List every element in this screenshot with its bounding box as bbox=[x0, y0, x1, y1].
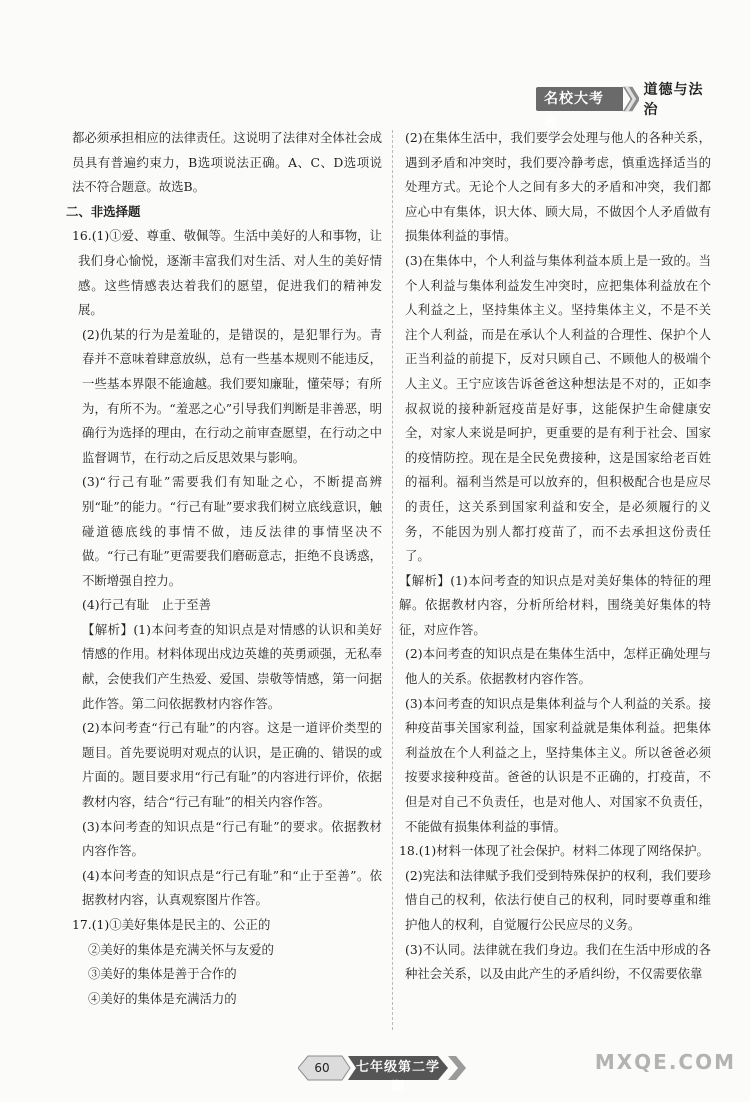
list-item: ④美好的集体是充满活力的 bbox=[88, 990, 237, 1006]
series-tag: 名校大考卷 bbox=[536, 87, 623, 111]
paragraph: (3)本问考查的知识点是集体利益与个人利益的关系。接种疫苗事关国家利益，国家利益就是集体利益。把集体利益放在个人利益之上，坚持集体主义。所以爸爸必须按要求接种疫苗。爸爸的认识是不正确的，打疫苗，不但是对自己不负责任，也是对他人、对国家不负责任，不能做有损集体利益的事情。 bbox=[405, 695, 711, 834]
paragraph: (2)在集体生活中，我们要学会处理与他人的各种关系，遇到矛盾和冲突时，我们要冷静考虑，慎重选择适当的处理方式。无论个人之间有多大的矛盾和冲突，我们都应心中有集体，识大体、顾大局，不做因个人矛盾做有损集体利益的事情。 bbox=[405, 130, 711, 244]
analysis-paragraph: 【解析】(1)本问考查的知识点是对情感的认识和美好情感的作用。材料体现出戍边英雄的英勇顽强，无私奉献，会使我们产生热爱、爱国、崇敬等情感，第一问据此作答。第二问依据教材内容作答。 bbox=[82, 621, 382, 711]
paragraph: 18.(1)材料一体现了社会保护。材料二体现了网络保护。 bbox=[399, 843, 709, 859]
watermark: MXQE.COM bbox=[594, 1050, 736, 1074]
paragraph: (3)“行己有耻”需要我们有知耻之心，不断提高辨别“耻”的能力。“行己有耻”要求我们树立底线意识，触碰道德底线的事情不做，违反法律的事情坚决不做。“行己有耻”更需要我们磨砺意志，拒绝不良诱惑，不断增强自控力。 bbox=[82, 474, 382, 588]
section-heading: 二、非选择题 bbox=[66, 203, 141, 219]
paragraph: (3)本问考查的知识点是“行己有耻”的要求。依据教材内容作答。 bbox=[82, 818, 382, 859]
paragraph: 16.(1)①爱、尊重、敬佩等。生活中美好的人和事物，让我们身心愉悦，逐渐丰富我们对生活、对人生的美好情感。这些情感表达着我们的愿望，促进我们的精神发展。 bbox=[72, 228, 382, 318]
column-divider bbox=[392, 130, 393, 1030]
page-footer bbox=[0, 1050, 750, 1095]
grade-label: 七年级第二学期 bbox=[355, 1060, 440, 1095]
paragraph: (4)行己有耻 止于至善 bbox=[82, 597, 212, 613]
paragraph: 都必须承担相应的法律责任。这说明了法律对全体社会成员具有普遍约束力，B选项说法正确。A、C、D选项说法不符合题意。故选B。 bbox=[72, 130, 382, 195]
paragraph: (3)不认同。法律就在我们身边。我们在生活中形成的各种社会关系，以及由此产生的矛盾纠纷，不仅需要依靠 bbox=[405, 941, 711, 982]
list-item: ②美好的集体是充满关怀与友爱的 bbox=[88, 941, 274, 957]
page-number: 60 bbox=[314, 1061, 330, 1075]
paragraph: (3)在集体中，个人利益与集体利益本质上是一致的。当个人利益与集体利益发生冲突时，应把集体利益放在个人利益之上，坚持集体主义。坚持集体主义，不是不关注个人利益，而是在承认个人利益的合理性、保护个人正当利益的前提下，反对只顾自己、不顾他人的极端个人主义。王宁应该告诉爸爸这种想法是不对的，正如李叔叔说的接种新冠疫苗是好事，这能保护生命健康安全，对家人来说是呵护，更重要的是有利于社会、国家的疫情防控。现在是全民免费接种，这是国家给老百姓的福利。福利当然是可以放弃的，但积极配合也是应尽的责任，这关系到国家利益和安全，是必须履行的义务，不能因为别人都打疫苗了，而不去承担这份责任了。 bbox=[405, 252, 711, 564]
paragraph: 17.(1)①美好集体是民主的、公正的 bbox=[72, 917, 271, 932]
left-column bbox=[66, 126, 382, 1011]
list-item: ③美好的集体是善于合作的 bbox=[88, 966, 237, 982]
paragraph: (2)本问考查“行己有耻”的内容。这是一道评价类型的题目。首先要说明对观点的认识，是正确的、错误的或片面的。题目要求用“行己有耻”的内容进行评价，依据教材内容，结合“行己有耻”的相关内容作答。 bbox=[82, 720, 382, 810]
right-column bbox=[399, 126, 711, 987]
paragraph: (2)本问考查的知识点是在集体生活中，怎样正确处理与他人的关系。依据教材内容作答。 bbox=[405, 646, 711, 687]
paragraph: (2)宪法和法律赋予我们受到特殊保护的权利，我们要珍惜自己的权利，依法行使自己的权利，同时要尊重和维护他人的权利，自觉履行公民应尽的义务。 bbox=[405, 867, 711, 932]
paragraph: (4)本问考查的知识点是“行己有耻”和“止于至善”。依据教材内容，认真观察图片作答。 bbox=[82, 867, 382, 908]
analysis-paragraph: 【解析】(1)本问考查的知识点是对美好集体的特征的理解。依据教材内容，分析所给材料，围绕美好集体的特征，对应作答。 bbox=[399, 572, 711, 637]
subject-title: 道德与法治 bbox=[643, 82, 704, 118]
chevron-icon bbox=[623, 86, 640, 112]
paragraph: (2)仇某的行为是羞耻的，是错误的，是犯罪行为。青春并不意味着肆意放纵，总有一些基本规则不能违反，一些基本界限不能逾越。我们要知廉耻，懂荣辱；有所为，有所不为。“羞恶之心”引导我们判断是非善恶，明确行为选择的理由，在行动之前审查愿望，在行动之中监督调节，在行动之后反思效果与影响。 bbox=[82, 326, 382, 465]
header-bar bbox=[536, 82, 714, 131]
